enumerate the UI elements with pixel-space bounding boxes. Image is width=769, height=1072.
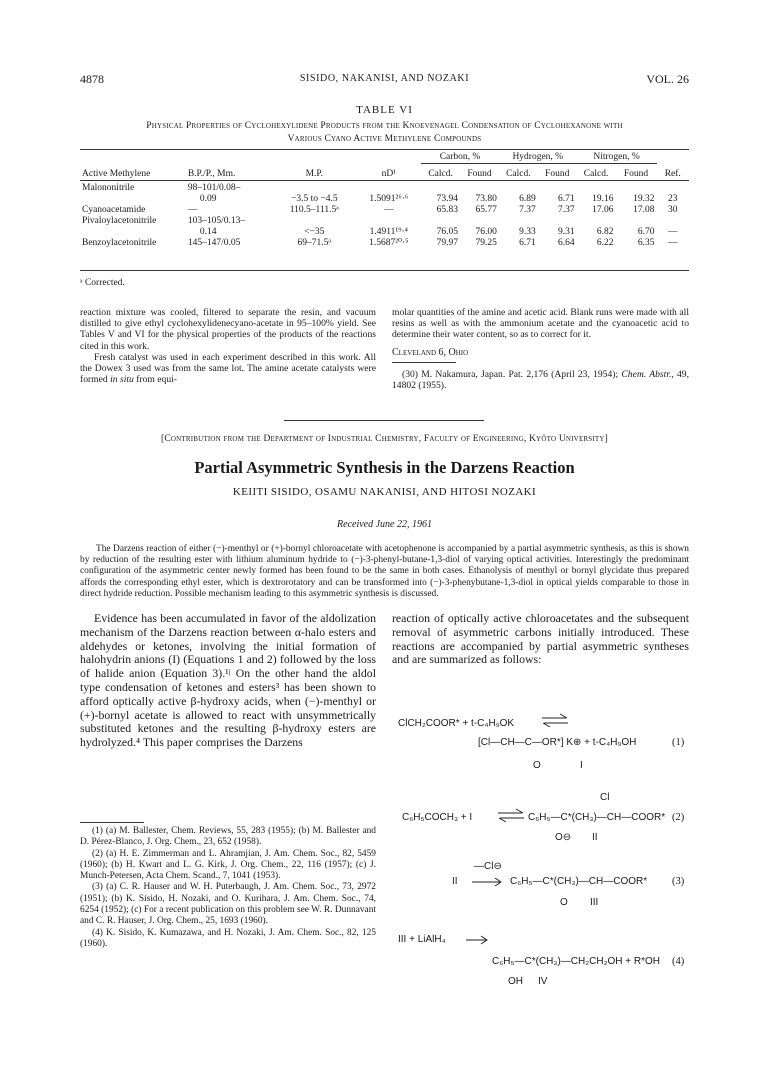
- equation-1-number: (1): [672, 737, 685, 748]
- footnote-rule: [80, 822, 144, 823]
- table-cell: 65.83: [436, 205, 459, 215]
- table-cell: 103–105/0.13–: [187, 216, 246, 226]
- reference-30: [392, 369, 689, 391]
- column-header: M.P.: [272, 169, 356, 181]
- table-cell: 6.71: [519, 238, 536, 248]
- table-cell: [538, 183, 577, 194]
- column-header: Found: [615, 169, 656, 181]
- table-cell: [460, 183, 499, 194]
- equilibrium-arrow-icon: [540, 713, 570, 727]
- table-cell: [577, 183, 616, 194]
- column-header: Calcd.: [577, 169, 616, 181]
- article-title: Partial Asymmetric Synthesis in the Darzens Reaction: [194, 458, 575, 477]
- table-subtitle-line-1: Physical Properties of Cyclohexylidene Products from the Knoevenagel Condensation of Cyclohexanone with: [146, 121, 623, 131]
- running-header: [80, 72, 689, 90]
- table-cell: 17.08: [633, 205, 655, 215]
- table-cell: 79.97: [436, 238, 459, 248]
- table-body: [80, 183, 689, 249]
- equation-1-line-2: [Cl—CH—C—OR*] K⊕ + t-C₄H₉OH: [478, 737, 637, 748]
- table-cell: [272, 183, 356, 194]
- reference-30-text-a: (30) M. Nakamura, Japan. Pat. 2,176 (April 23, 1954);: [402, 368, 622, 380]
- equation-2-right: C₆H₅—C*(CH₃)—CH—COOR*: [528, 812, 666, 823]
- equation-4-label: IV: [538, 976, 548, 987]
- column-header: Calcd.: [421, 169, 460, 181]
- table-cell: Cyanoacetamide: [82, 205, 146, 215]
- table-cell: 6.35: [637, 238, 655, 248]
- table-cell: [421, 216, 460, 227]
- reference-1: (1) (a) M. Ballester, Chem. Reviews, 55, 283 (1955); (b) M. Ballester and D. Pérez-Blanco, J. Org. Chem., 23, 652 (1958).: [80, 826, 376, 848]
- table-cell: 7.37: [558, 205, 575, 215]
- equation-3-number: (3): [672, 876, 685, 887]
- paragraph-2-text-c: from equi-: [133, 374, 178, 386]
- table-group-header-row: [80, 152, 689, 164]
- table-cell: 76.05: [436, 227, 459, 237]
- body-right-column: reaction of optically active chloroacetates and the subsequent removal of asymmetric carbons initially introduced. These reactions are accompanied by partial asymmetric syntheses and are summarized as follows:: [392, 611, 689, 667]
- table-cell: [657, 216, 689, 227]
- column-header: Found: [538, 169, 577, 181]
- table-cell: 73.94: [436, 194, 459, 204]
- table-cell: 7.37: [519, 205, 536, 215]
- equation-3-reagent-over-arrow: —Cl⊖: [474, 861, 502, 872]
- table-cell: 6.64: [558, 238, 575, 248]
- table-cell: 6.71: [558, 194, 575, 204]
- table-cell: −3.5 to −4.5: [290, 194, 338, 204]
- page-number: 4878: [80, 72, 104, 86]
- equation-3-right: C₆H₅—C*(CH₃)—CH—COOR*: [510, 876, 648, 887]
- experimental-paragraph-3: molar quantities of the amine and acetic acid. Blank runs were made with all resins as well as with the ammonium acetate and the cyanoacetic acid to determine their water content, so as to correct for it.: [392, 307, 689, 341]
- table-subtitle: [80, 120, 689, 146]
- table-cell: 76.00: [475, 227, 497, 237]
- table-cell: 65.77: [475, 205, 497, 215]
- table-cell: Benzoylacetonitrile: [82, 238, 157, 248]
- table-cell: 0.09: [199, 194, 217, 204]
- table-cell: [499, 216, 538, 227]
- experimental-text-left: [80, 307, 376, 385]
- table-cell: 1.4911¹⁹·⁴: [369, 227, 408, 237]
- reaction-arrow-icon: [464, 934, 490, 946]
- table-cell: 6.89: [519, 194, 536, 204]
- table-cell: [80, 194, 186, 205]
- group-header-nitrogen: Nitrogen, %: [577, 152, 657, 164]
- body-left-column: Evidence has been accumulated in favor of the aldolization mechanism of the Darzens reaction between α-halo esters and aldehydes or ketones, involving the initial formation of halohydrin anions (I) (Equations 1 and 2) followed by the loss of halide anion (Equation 3).¹ʲ On the other hand the aldol type condensation of ketones and esters³ has been shown to afford optically active β-hydroxy acids, when (−)-menthyl or (+)-bornyl acetate is allowed to react with unsymmetrically substituted ketones and the resulting β-hydroxy esters are hydrolyzed.⁴ This paper comprises the Darzens: [80, 611, 376, 750]
- table-cell: [538, 216, 577, 227]
- equation-4-right: C₆H₅—C*(CH₃)—CH₂CH₂OH + R*OH: [492, 956, 660, 967]
- table-cell: [615, 183, 656, 194]
- table-cell: 1.5687²⁰·⁵: [369, 238, 409, 248]
- table-cell: 79.25: [475, 238, 497, 248]
- table-top-rule: [80, 149, 689, 150]
- table-cell: [272, 216, 356, 227]
- equation-3-oxygen: O: [560, 897, 568, 908]
- table-cell: 69–71.5ᵃ: [297, 238, 332, 248]
- table-bottom-rule: [80, 270, 689, 271]
- reference-30-text-c: , 49, 14802 (1955).: [392, 368, 690, 392]
- table-cell: 6.82: [596, 227, 614, 237]
- received-date: Received June 22, 1961: [337, 519, 432, 530]
- table-column-header-row: [80, 169, 689, 181]
- table-subtitle-line-2: Various Cyano Active Methylene Compounds: [287, 134, 482, 144]
- running-head-authors: SISIDO, NAKANISI, AND NOZAKI: [299, 73, 470, 84]
- experimental-paragraph-1: reaction mixture was cooled, filtered to separate the resin, and vacuum distilled to give ethyl cyclohexylidenecyano-acetate in 95–100% yield. See Tables V and VI for the physical properties of the products of the reactions cited in this work.: [80, 307, 376, 352]
- table-cell: 1.5091²⁶·⁶: [369, 194, 409, 204]
- column-header: nD¹: [356, 169, 421, 181]
- table-cell: 9.31: [558, 227, 575, 237]
- table-cell: —: [384, 205, 394, 215]
- table-cell: Malononitrile: [82, 183, 135, 193]
- experimental-text-right: [392, 307, 689, 391]
- table-cell: <−35: [304, 227, 325, 237]
- equation-3-label: III: [590, 897, 599, 908]
- equation-2-oxyanion: O⊖: [555, 832, 572, 843]
- table-cell: [356, 183, 421, 194]
- column-header: Found: [460, 169, 499, 181]
- equation-4-number: (4): [672, 956, 685, 967]
- table-cell: 110.5–111.5ᵃ: [289, 205, 339, 215]
- table-cell: 145–147/0.05: [187, 238, 241, 248]
- table-caption: TABLE VI: [356, 104, 413, 116]
- table-row: [80, 227, 689, 238]
- reference-3: (3) (a) C. R. Hauser and W. H. Puterbaugh, J. Am. Chem. Soc., 73, 2972 (1951); (b) K. Sisido, H. Nozaki, and O. Kurihara, J. Am. Chem. Soc., 74, 6254 (1952); (c) For a recent publication on this problem see W. R. Dunnavant and C. R. Hauser, J. Org. Chem., 25, 1693 (1960).: [80, 882, 376, 927]
- reference-rule: [392, 362, 456, 363]
- contribution-line: [Contribution from the Department of Industrial Chemistry, Faculty of Engineering, Kyôto University]: [160, 434, 609, 444]
- equation-2-number: (2): [672, 812, 685, 823]
- table-cell: —: [187, 205, 198, 215]
- reaction-arrow-icon: [470, 876, 504, 888]
- table-cell: 6.22: [596, 238, 614, 248]
- equation-4-hydroxyl: OH: [508, 976, 523, 987]
- table-cell: [577, 216, 616, 227]
- table-cell: [499, 183, 538, 194]
- article-authors: KEIITI SISIDO, OSAMU NAKANISI, AND HITOSI NOZAKI: [232, 486, 537, 498]
- table-cell: [80, 227, 186, 238]
- abstract: The Darzens reaction of either (−)-menthyl or (+)-bornyl chloroacetate with acetophenone is accompanied by a partial asymmetric synthesis, as this is shown by reduction of the resulting ester with lithium aluminum hydride to (−)-3-phenyl-butane-1,3-diol of varying optical activities. Interestingly the predominant configuration of the asymmetric center newly formed has been found to be the same in both cases. Ethanolysis of menthyl or bornyl glycidate thus prepared affords the corresponding ethyl ester, which is dextrorotatory and can be transformed into (−)-3-phenybutane-1,3-diol in optical yields comparable to those in direct hydride reduction. Possible mechanism leading to this asymmetric synthesis is discussed.: [80, 544, 689, 599]
- table-row: [80, 205, 689, 216]
- table-cell: —: [668, 238, 678, 248]
- equilibrium-arrow-icon: [496, 808, 526, 822]
- table-row: [80, 194, 689, 205]
- table-cell: 19.32: [633, 194, 655, 204]
- column-header: B.P./P., Mm.: [186, 169, 272, 181]
- section-separator: [284, 420, 484, 421]
- table-cell: [615, 216, 656, 227]
- table-cell: [421, 183, 460, 194]
- group-header-hydrogen: Hydrogen, %: [499, 152, 577, 164]
- table-cell: 98–101/0.08–: [187, 183, 241, 193]
- table-cell: [356, 216, 421, 227]
- table-row: [80, 216, 689, 227]
- equation-3-left: II: [452, 876, 458, 887]
- paragraph-2-in-situ: in situ: [110, 374, 134, 386]
- equation-1-line-1: ClCH₂COOR* + t-C₄H₉OK: [398, 718, 515, 729]
- column-header: Calcd.: [499, 169, 538, 181]
- location-line: Cleveland 6, Ohio: [392, 346, 469, 358]
- reference-4: (4) K. Sisido, K. Kumazawa, and H. Nozaki, J. Am. Chem. Soc., 82, 125 (1960).: [80, 927, 376, 949]
- table-cell: [657, 183, 689, 194]
- table-cell: [460, 216, 499, 227]
- equation-2-left: C₆H₅COCH₃ + I: [402, 812, 473, 823]
- group-header-carbon: Carbon, %: [421, 152, 499, 164]
- properties-table: [80, 152, 689, 249]
- reference-30-journal: Chem. Abstr.: [621, 368, 672, 380]
- equation-2-chlorine: Cl: [600, 792, 610, 803]
- references: [80, 826, 376, 950]
- table-row: [80, 238, 689, 249]
- table-cell: 9.33: [519, 227, 536, 237]
- table-cell: —: [668, 227, 678, 237]
- table-cell: 19.16: [592, 194, 614, 204]
- equation-2-label: II: [592, 832, 598, 843]
- table-cell: 73.80: [475, 194, 497, 204]
- paragraph-2-text-a: Fresh catalyst was used in each experiment described in this work. All the Dowex 3 used was from the same lot. The amine acetate catalysts were formed: [80, 351, 376, 386]
- table-row: [80, 183, 689, 194]
- table-cell: Pivaloylacetonitrile: [82, 216, 157, 226]
- table-cell: 23: [668, 194, 678, 204]
- column-header: Active Methylene: [80, 169, 186, 181]
- experimental-paragraph-2: [80, 352, 376, 386]
- equation-4-left: III + LiAlH₄: [398, 934, 446, 945]
- column-header: Ref.: [657, 169, 689, 181]
- volume-label: VOL. 26: [646, 72, 689, 86]
- equation-1-oxygen: O: [533, 760, 541, 771]
- table-cell: 17.06: [592, 205, 614, 215]
- equation-1-label: I: [580, 760, 583, 771]
- reference-2: (2) (a) H. E. Zimmerman and L. Ahramjian, J. Am. Chem. Soc., 82, 5459 (1960); (b) H. Kwart and L. G. Kirk, J. Org. Chem., 22, 116 (1957); (c) J. Munch-Petersen, Acta Chem. Scand., 7, 1041 (1953).: [80, 848, 376, 882]
- table-cell: 6.70: [637, 227, 655, 237]
- table-cell: 0.14: [199, 227, 217, 237]
- table-cell: 30: [668, 205, 678, 215]
- table-footnote: ᵃ Corrected.: [80, 278, 125, 288]
